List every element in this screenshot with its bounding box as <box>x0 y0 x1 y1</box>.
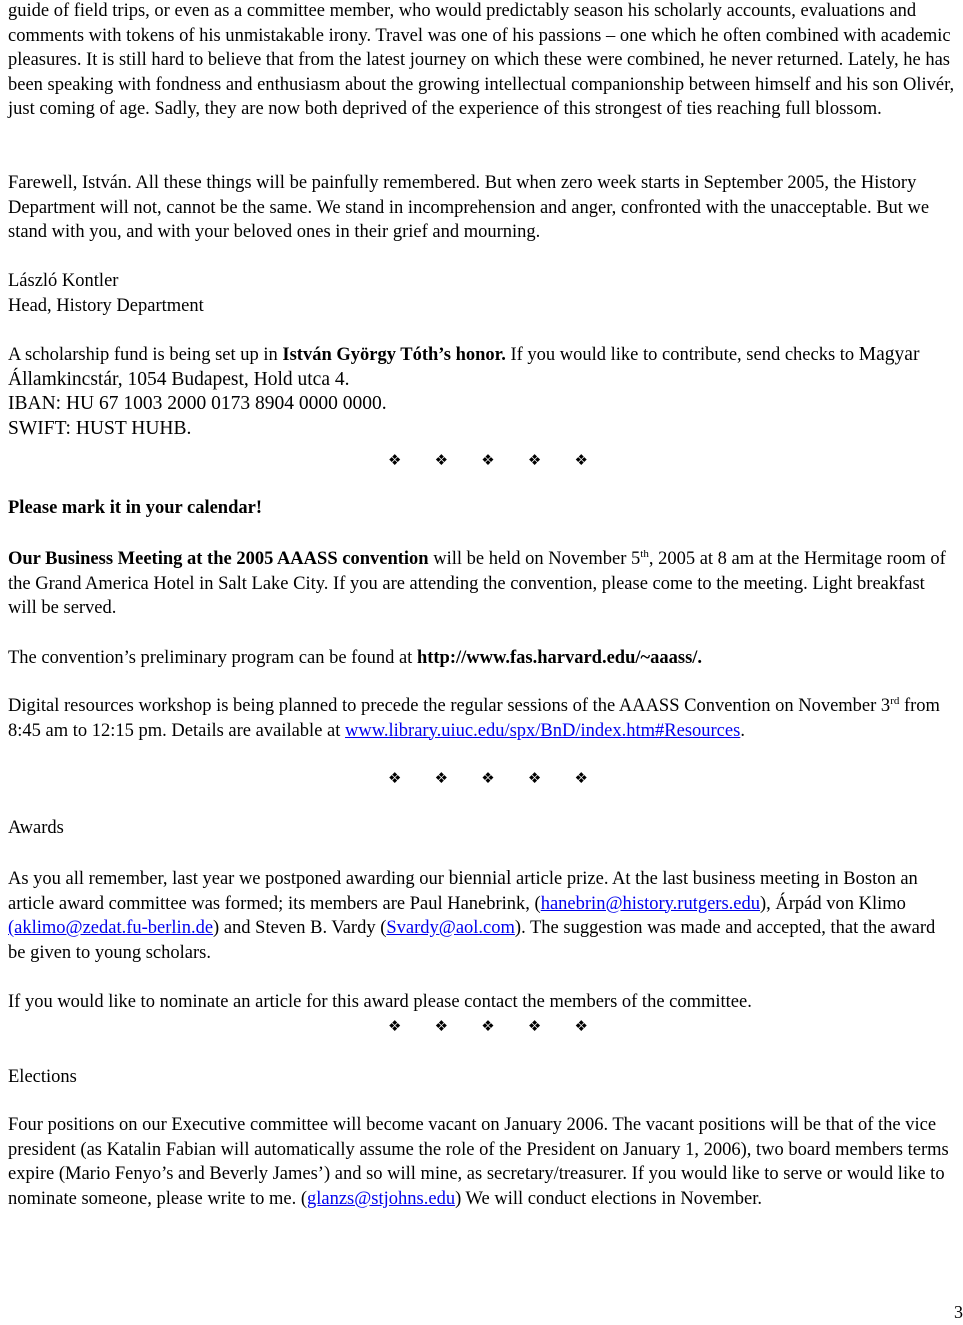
elections-body: Four positions on our Executive committee will become vacant on January 2006. The vacant positions will be that of the vice president (as Katalin Fabian will automatically assume the role of the President on January 1, 2006), two board members terms expire (Mario Fenyo’s and Beverly James’) and so will mine, as secretary/treasurer. If you would like to serve or would like to nominate someone, please write to me. ( <box>8 1115 949 1209</box>
awards-text <box>8 867 956 965</box>
meeting-text-2: , 2005 at 8 am at the Hermitage room of the Grand America Hotel in Salt Lake City. If you are attending the convention, please come to the meeting. Light breakfast will be served. <box>8 549 946 619</box>
meeting-paragraph <box>8 547 956 621</box>
program-text <box>8 646 956 671</box>
diamond-ornament-icon: ❖ <box>574 1016 588 1035</box>
fund-address: Magyar Államkincstár, 1054 Budapest, Hold utca 4. <box>8 344 920 390</box>
program-lead: The convention’s preliminary program can be found at <box>8 648 417 668</box>
meeting-lead: Our Business Meeting at the 2005 AAASS convention <box>8 549 429 569</box>
awards-biennial: biennial <box>448 868 512 889</box>
email-link-vardy[interactable]: Svardy@aol.com <box>386 918 515 939</box>
workshop-sup: rd <box>890 694 900 707</box>
farewell-text: Farewell, István. All these things will be painfully remembered. But when zero week starts in September 2005, the History Department will not, cannot be the same. We stand in incomprehension and anger, confronted with the unacceptable. But we stand with you, and with your beloved ones in their grief and mourning. <box>8 173 930 243</box>
elections-end: ) We will conduct elections in November. <box>455 1188 763 1209</box>
diamond-ornament-icon: ❖ <box>388 450 402 469</box>
workshop-text-2: from 8:45 am to 12:15 pm. Details are available at <box>8 696 940 741</box>
awards-paragraph <box>8 867 956 965</box>
email-link-glanz[interactable]: glanzs@stjohns.edu <box>307 1188 456 1209</box>
meeting-text <box>8 547 956 621</box>
awards-text-1: As you all remember, last year we postponed awarding our <box>8 869 449 889</box>
diamond-ornament-icon: ❖ <box>527 1016 542 1035</box>
program-url: http://www.fas.harvard.edu/~aaass/. <box>416 648 703 668</box>
intro-text: guide of field trips, or even as a committee member, who would predictably season his scholarly accounts, evaluations and comments with tokens of his unmistakable irony. Travel was one of his passions – one which he often combined with academic pleasures. It is still hard to believe that from the latest journey on which these were combined, he never returned. Lately, he has been speaking with fondness and enthusiasm about the growing intellectual companionship between himself and his son Olivér, just coming of age. Sadly, they are now both deprived of the experience of this strongest of ties reaching full blossom. <box>8 1 955 120</box>
fund-text <box>8 343 956 392</box>
awards-heading: Awards <box>8 818 64 838</box>
section-separator <box>388 766 588 790</box>
awards-text-3: ), Árpád von Klimo <box>760 893 906 914</box>
elections-text <box>8 1113 956 1211</box>
section-separator <box>388 448 588 472</box>
signature-title: Head, History Department <box>8 295 204 316</box>
page-number: 3 <box>954 1302 963 1322</box>
awards-text-5: ). The suggestion was made and accepted, that the award be given to young scholars. <box>8 918 936 963</box>
workshop-text-1: Digital resources workshop is being planned to precede the regular sessions of the AAASS Convention on November 3 <box>8 696 891 716</box>
workshop-text <box>8 694 956 743</box>
diamond-ornament-icon: ❖ <box>388 1016 402 1035</box>
farewell-paragraph <box>8 171 956 245</box>
diamond-ornament-icon: ❖ <box>434 768 449 787</box>
awards-text-2: article prize. At the last business meeting in Boston an article award committee was formed; its members are Paul Hanebrink, ( <box>8 869 918 914</box>
diamond-ornament-icon: ❖ <box>574 768 588 787</box>
fund-lead: A scholarship fund is being set up in <box>8 345 283 365</box>
fund-contribute: If you would like to contribute, send checks to <box>505 345 859 365</box>
intro-paragraph <box>8 0 956 122</box>
diamond-ornament-icon: ❖ <box>388 768 402 787</box>
fund-iban: IBAN: HU 67 1003 2000 0173 8904 0000 0000. <box>8 393 387 415</box>
meeting-text-1: will be held on November 5 <box>428 549 641 569</box>
diamond-ornament-icon: ❖ <box>481 1016 495 1035</box>
elections-heading: Elections <box>8 1067 77 1087</box>
calendar-heading: Please mark it in your calendar! <box>8 498 263 518</box>
diamond-ornament-icon: ❖ <box>434 450 449 469</box>
workshop-link[interactable]: www.library.uiuc.edu/spx/BnD/index.htm#Resources <box>345 720 741 741</box>
scholarship-fund-paragraph <box>8 343 956 441</box>
diamond-ornament-icon: ❖ <box>481 450 495 469</box>
email-link-klimo[interactable]: (aklimo@zedat.fu-berlin.de <box>8 918 214 939</box>
signature-block <box>8 269 956 318</box>
awards-text-4: ) and Steven B. Vardy ( <box>213 918 387 939</box>
email-link-hanebrink[interactable]: hanebrin@history.rutgers.edu <box>540 893 760 914</box>
nominate-text: If you would like to nominate an article for this award please contact the members of the committee. <box>8 992 752 1012</box>
meeting-sup: th <box>640 547 649 560</box>
workshop-end: . <box>740 720 745 741</box>
diamond-ornament-icon: ❖ <box>481 768 495 787</box>
workshop-paragraph <box>8 694 956 743</box>
diamond-ornament-icon: ❖ <box>574 450 588 469</box>
nominate-paragraph <box>8 990 956 1015</box>
section-separator <box>388 1014 588 1038</box>
diamond-ornament-icon: ❖ <box>527 768 542 787</box>
program-paragraph <box>8 646 956 671</box>
signature-name: László Kontler <box>8 271 119 291</box>
diamond-ornament-icon: ❖ <box>527 450 542 469</box>
fund-swift: SWIFT: HUST HUHB. <box>8 417 192 439</box>
elections-paragraph <box>8 1113 956 1211</box>
diamond-ornament-icon: ❖ <box>434 1016 449 1035</box>
fund-honor: István György Tóth’s honor. <box>282 345 506 365</box>
